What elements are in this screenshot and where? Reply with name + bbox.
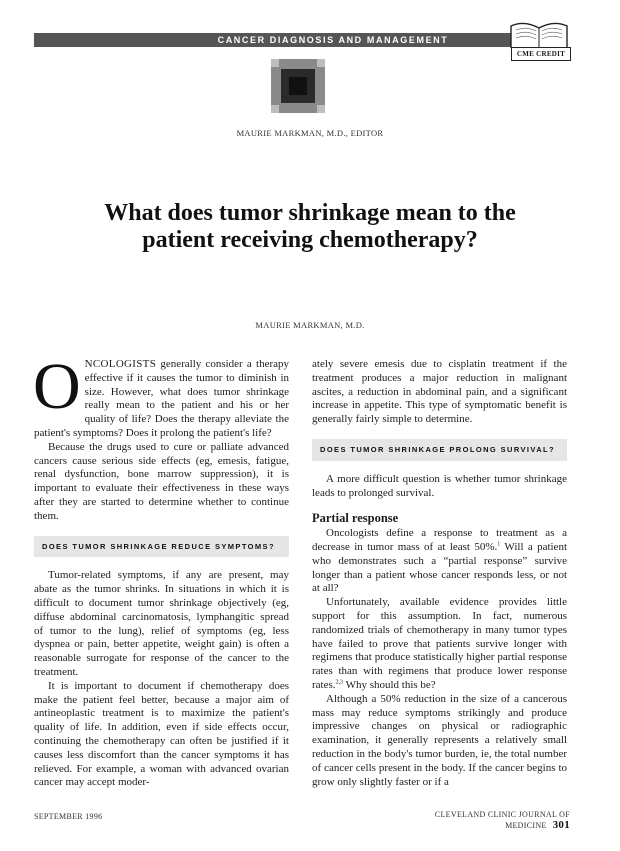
footer-journal: [370, 810, 570, 831]
paragraph: Because the drugs used to cure or palliate advanced cancers cause serious side effects (eg, emesis, fatigue, renal dysfunction, bone marrow suppression), it is important to evaluate their effectiveness in these ways after they are started to determine whether to continue them.: [34, 440, 289, 522]
drop-cap: O: [33, 350, 81, 423]
cme-credit-badge: CME CREDIT: [511, 47, 571, 61]
footer-date: SEPTEMBER 1996: [34, 812, 103, 821]
intro-text: generally consider a therapy effective if it causes the tumor to diminish in size. However, what does tumor shrinkage really mean to the patient and his or her quality of life? Does the therapy alleviate the patient's symptoms? Does it prolong the patient's life?: [34, 358, 289, 439]
right-column: [312, 358, 567, 789]
author-byline: MAURIE MARKMAN, M.D.: [255, 320, 365, 330]
section-banner: CANCER DIAGNOSIS AND MANAGEMENT: [34, 33, 512, 47]
article-title: What does tumor shrinkage mean to the patient receiving chemotherapy?: [104, 200, 516, 253]
page-number: 301: [552, 819, 570, 831]
editor-credit: MAURIE MARKMAN, M.D., EDITOR: [236, 128, 384, 138]
paragraph: It is important to document if chemotherapy does make the patient feel better, because a major aim of antineoplastic treatment is to maximize the patient's quality of life. In addition, even if side effects occur, continuing the chemotherapy can often be justified if it causes less discomfort than the cancer symptoms it has relieved. For example, a woman with advanced ovarian cancer may accept moder-: [34, 679, 289, 789]
section-logo-icon: [271, 59, 325, 113]
section-heading-symptoms: DOES TUMOR SHRINKAGE REDUCE SYMPTOMS?: [34, 536, 289, 558]
intro-paragraph: [33, 350, 289, 441]
paragraph: ately severe emesis due to cisplatin treatment if the treatment produces a major reduction in malignant ascites, a reduction in abdominal pain, and a significant increase in appetite. This type of symptomatic benefit is generally fairly simple to determine.: [312, 358, 567, 426]
journal-name: CLEVELAND CLINIC JOURNAL OF MEDICINE: [434, 810, 570, 830]
intro-lead: NCOLOGISTS: [84, 358, 157, 370]
reference-mark: 2,3: [335, 679, 344, 686]
reference-mark: 1: [497, 541, 501, 548]
subheading-partial-response: Partial response: [312, 511, 399, 526]
paragraph: Although a 50% reduction in the size of a cancerous mass may reduce symptoms strikingly and produce impressive changes on physical or radiographic examination, it generally represents a relatively small reduction in the body's tumor burden, ie, the total number of cancer cells present in the body. If the cancer begins to grow only slightly faster or if a: [312, 692, 567, 788]
section-heading-survival: DOES TUMOR SHRINKAGE PROLONG SURVIVAL?: [312, 439, 567, 461]
paragraph: Unfortunately, available evidence provides little support for this assumption. In fact, numerous randomized trials of chemotherapy in many tumor types have failed to prove that patients survive longer with regimens that produce statistically higher partial response rates than with regimens that produce lower response rates.$^{2,3}$ Why should this be?: [312, 596, 567, 691]
left-column: [33, 350, 289, 790]
paragraph: A more difficult question is whether tumor shrinkage leads to prolonged survival.: [312, 472, 567, 499]
paragraph: Oncologists define a response to treatment as a decrease in tumor mass of at least 50%.$^1$ Will a patient who demonstrates such a “partial response” survive longer than a patient whose cancer responds less, or not at all?: [312, 527, 567, 595]
paragraph: Tumor-related symptoms, if any are present, may abate as the tumor shrinks. In situations in which it is difficult to document tumor shrinkage objectively (eg, diffuse abdominal carcinomatosis, lymphangitic spread of tumor to the lung), relief of symptoms (eg, less dyspnea or pain, better appetite, weight gain) is often a reasonable surrogate for response of the cancer to the treatment.: [34, 569, 289, 678]
